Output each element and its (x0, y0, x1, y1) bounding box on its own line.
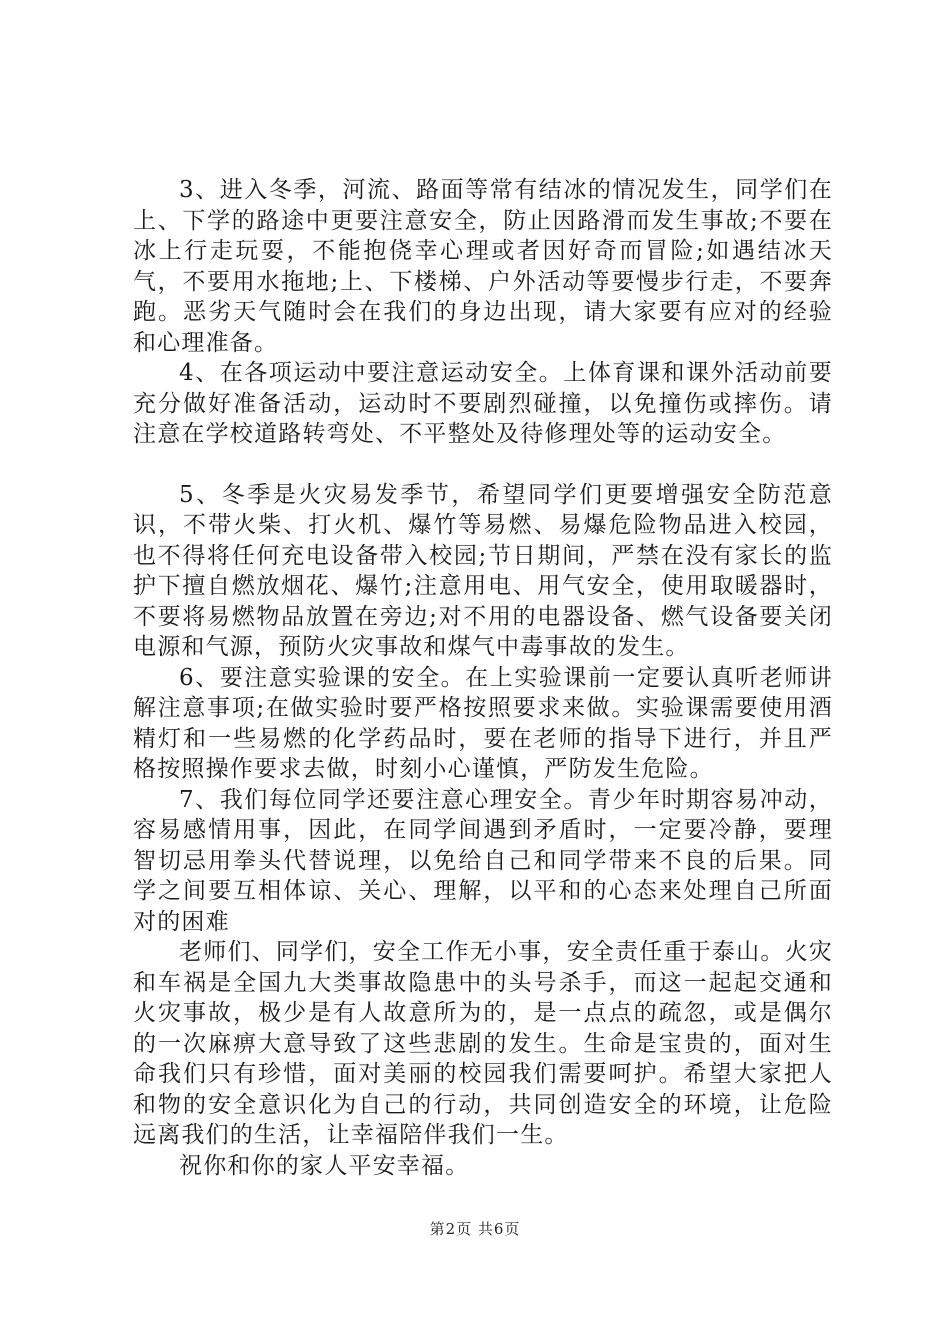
paragraph-closing: 老师们、同学们，安全工作无小事，安全责任重于泰山。火灾和车祸是全国九大类事故隐患中的头号杀手，而这一起起交通和火灾事故，极少是有人故意所为的，是一点点的疏忽，或是偶尔的一次麻痹大意导致了这些悲剧的发生。生命是宝贵的，面对生命我们只有珍惜，面对美丽的校园我们需要呵护。希望大家把人和物的安全意识化为自己的行动，共同创造安全的环境，让危险远离我们的生活，让幸福陪伴我们一生。 (133, 939, 833, 1148)
page-number-footer: 第2页 共6页 (429, 1220, 521, 1238)
paragraph-item-3: 3、进入冬季，河流、路面等常有结冰的情况发生，同学们在上、下学的路途中更要注意安全，防止因路滑而发生事故;不要在冰上行走玩耍，不能抱侥幸心理或者因好奇而冒险;如遇结冰天气，不要用水拖地;上、下楼梯、户外活动等要慢步行走，不要奔跑。恶劣天气随时会在我们的身边出现，请大家要有应对的经验和心理准备。 (133, 177, 833, 356)
paragraph-item-4: 4、在各项运动中要注意运动安全。上体育课和课外活动前要充分做好准备活动，运动时不要剧烈碰撞，以免撞伤或摔伤。请注意在学校道路转弯处、不平整处及待修理处等的运动安全。 (133, 360, 833, 447)
paragraph-item-5: 5、冬季是火灾易发季节，希望同学们更要增强安全防范意识，不带火柴、打火机、爆竹等易燃、易爆危险物品进入校园，也不得将任何充电设备带入校园;节日期间，严禁在没有家长的监护下擅自燃放烟花、爆竹;注意用电、用气安全，使用取暖器时，不要将易燃物品放置在旁边;对不用的电器设备、燃气设备要关闭电源和气源，预防火灾事故和煤气中毒事故的发生。 (133, 481, 833, 660)
paragraph-blessing: 祝你和你的家人平安幸福。 (179, 1152, 470, 1179)
document-body (133, 175, 833, 1181)
paragraph-item-6: 6、要注意实验课的安全。在上实验课前一定要认真听老师讲解注意事项;在做实验时要严格按照要求来做。实验课需要使用酒精灯和一些易燃的化学药品时，要在老师的指导下进行，并且严格按照操作要求去做，时刻小心谨慎，严防发生危险。 (133, 664, 833, 782)
paragraph-item-7: 7、我们每位同学还要注意心理安全。青少年时期容易冲动，容易感情用事，因此，在同学间遇到矛盾时，一定要冷静，要理智切忌用拳头代替说理，以免给自己和同学带来不良的后果。同学之间要互相体谅、关心、理解，以平和的心态来处理自己所面对的困难 (133, 786, 833, 935)
